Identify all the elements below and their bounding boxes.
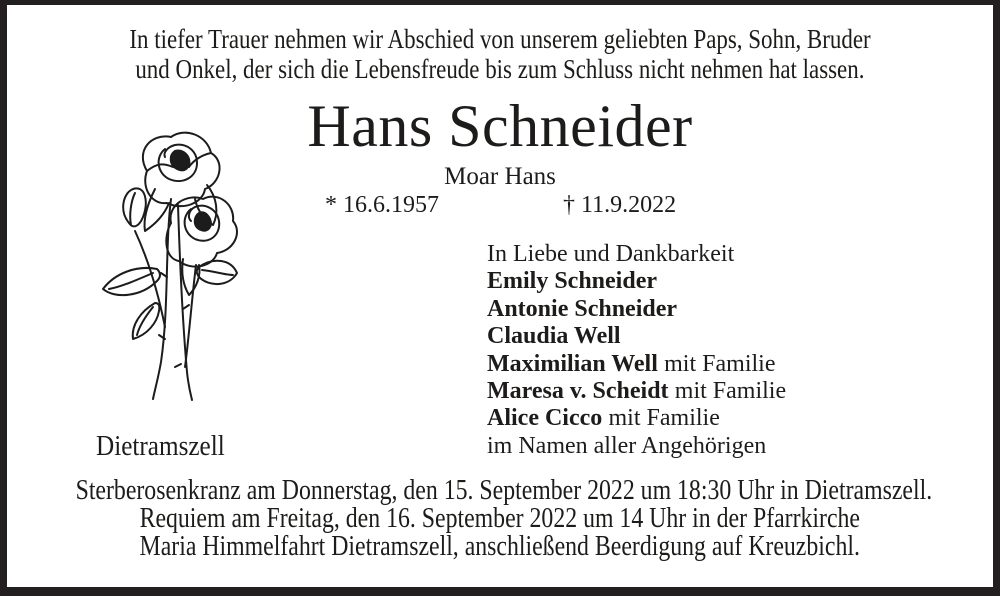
deceased-nickname: Moar Hans [444,163,556,190]
condolence-line: In Liebe und Dankbarkeit [487,241,735,267]
mourner-name: Alice Cicco [487,405,603,432]
rose-illustration [95,127,245,407]
mourner-name: Maximilian Well [487,350,658,377]
intro-line [0,24,1000,54]
schedule-line [0,477,1000,505]
schedule-line [0,505,1000,533]
mourner-suffix: mit Familie [664,350,776,377]
mourner-name: Emily Schneider [487,268,658,295]
mourner-suffix: mit Familie [674,378,787,405]
schedule-line-text: Sterberosenkranz am Donnerstag, den 15. September 2022 um 18:30 Uhr in Dietramszell. [75,475,933,506]
mourner-suffix: mit Familie [608,405,720,432]
mourner-line [487,351,786,378]
intro-text [0,24,1000,84]
intro-line-text: und Onkel, der sich die Lebensfreude bis zum Schluss nicht nehmen hat lassen. [135,54,865,84]
mourners-list [487,241,786,460]
birth-date: * 16.6.1957 [325,192,439,218]
mourner-name: Maresa v. Scheidt [487,378,669,405]
death-date: † 11.9.2022 [563,192,677,218]
mourner-name: Claudia Well [487,323,621,350]
intro-line-text: In tiefer Trauer nehmen wir Abschied von unserem geliebten Paps, Sohn, Bruder [129,24,871,54]
place-name-text: Dietramszell [96,431,225,462]
schedule-line-text: Requiem am Freitag, den 16. September 2022 um 14 Uhr in der Pfarrkirche [139,503,861,534]
place-name [96,431,239,463]
deceased-name: Hans Schneider [307,93,693,159]
mourner-line [487,323,786,350]
closing-line: im Namen aller Angehörigen [487,432,767,459]
mourner-line [487,268,786,295]
schedule-line [0,533,1000,561]
mourner-line [487,405,786,432]
mourner-line [487,378,786,405]
funeral-schedule [0,477,1000,561]
mourner-line [487,296,786,323]
mourner-name: Antonie Schneider [487,295,678,322]
intro-line [0,54,1000,84]
schedule-line-text: Maria Himmelfahrt Dietramszell, anschließend Beerdigung auf Kreuzbichl. [139,531,861,562]
